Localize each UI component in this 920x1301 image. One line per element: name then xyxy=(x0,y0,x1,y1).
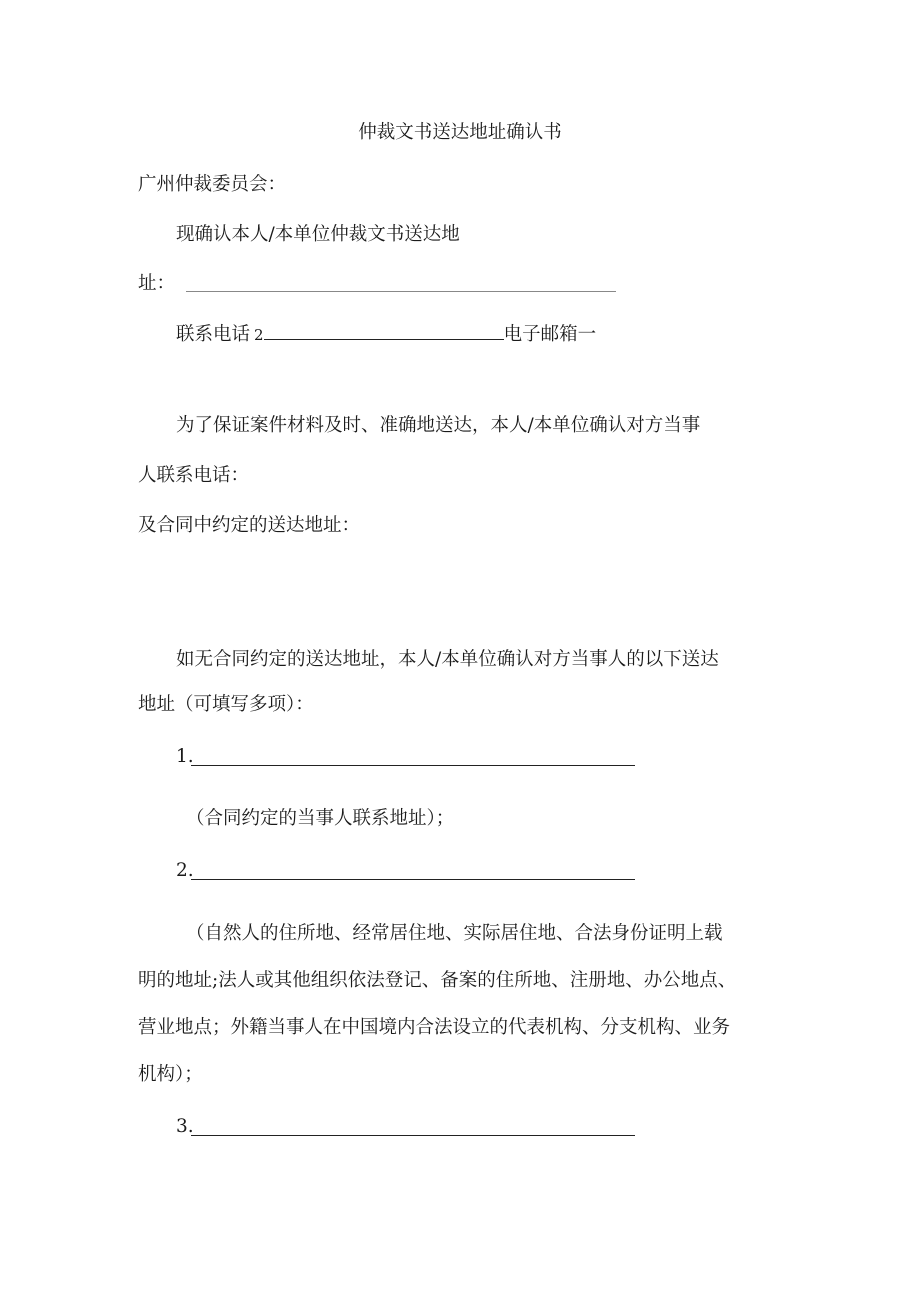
item2-number: 2. xyxy=(176,860,194,881)
item2-note-line3: 营业地点；外籍当事人在中国境内合法设立的代表机构、分支机构、业务 xyxy=(138,1017,731,1038)
phone-blank[interactable] xyxy=(264,325,504,340)
address-blank[interactable] xyxy=(186,291,616,292)
section2-line2: 人联系电话： xyxy=(138,465,250,486)
confirm-address-line: 现确认本人/本单位仲裁文书送达地 xyxy=(176,224,460,245)
document-title: 仲裁文书送达地址确认书 xyxy=(358,122,562,143)
phone-line xyxy=(176,325,596,345)
section2-line3: 及合同中约定的送达地址： xyxy=(138,515,361,536)
addressee: 广州仲裁委员会： xyxy=(138,174,287,195)
phone-mark: 2 xyxy=(254,326,264,344)
section3-line1: 如无合同约定的送达地址，本人/本单位确认对方当事人的以下送达 xyxy=(176,649,719,670)
item2-note-line4: 机构）； xyxy=(138,1064,203,1085)
address-label: 址： xyxy=(138,273,176,294)
item2-note-line1: （自然人的住所地、经常居住地、实际居住地、合法身份证明上载 xyxy=(186,923,723,944)
phone-label: 联系电话 xyxy=(176,324,251,345)
item1-number: 1. xyxy=(176,746,194,767)
section2-line1: 为了保证案件材料及时、准确地送达，本人/本单位确认对方当事 xyxy=(176,415,701,436)
item1-note: （合同约定的当事人联系地址）； xyxy=(186,808,455,829)
item3-number: 3. xyxy=(176,1116,194,1137)
email-label: 电子邮箱一 xyxy=(503,324,597,345)
item2-note-line2: 明的地址;法人或其他组织依法登记、备案的住所地、注册地、办公地点、 xyxy=(138,970,737,991)
item2-blank[interactable] xyxy=(191,879,635,880)
item1-blank[interactable] xyxy=(191,765,635,766)
section3-line2: 地址（可填写多项）： xyxy=(138,694,314,715)
item3-blank[interactable] xyxy=(191,1135,635,1136)
